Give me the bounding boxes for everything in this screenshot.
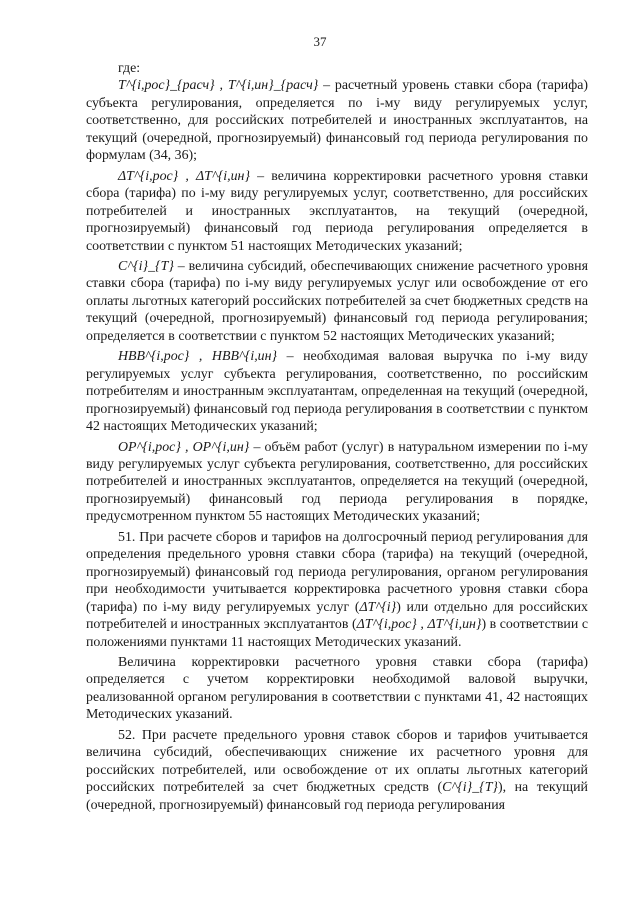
- formula-symbol: T^{i,рос}_{расч} , T^{i,ин}_{расч}: [118, 78, 319, 94]
- definition-item: [86, 168, 588, 255]
- lead-text: где:: [118, 61, 141, 76]
- formula-symbol: ΔT^{i,рос} , ΔT^{i,ин}: [356, 617, 482, 633]
- formula-symbol: НВВ^{i,рос} , НВВ^{i,ин}: [118, 349, 278, 365]
- document-body: [86, 60, 588, 814]
- definition-item: [86, 439, 588, 526]
- definition-item: [86, 258, 588, 345]
- formula-symbol: ΔT^{i,рос} , ΔT^{i,ин}: [118, 168, 251, 184]
- definition-text: – объём работ (услуг) в натуральном измерении по i-му виду регулируемых услуг субъекта регулирования, соответственно, для российских потребителей и иностранных эксплуатантов, определяется на текущий (очередной, прогнозируемый) финансовый год периода регулирования в порядке, предусмотренном пунктом 55 настоящих Методических указаний;: [86, 439, 588, 525]
- paragraph-52-text-a: 52. При расчете предельного уровня ставок сборов и тарифов учитывается величина субсидий, обеспечивающих снижение их расчетного уровня для российских потребителей, или освобождение от их оплаты льготных категорий российских потребителей за счет бюджетных средств (: [86, 727, 588, 796]
- formula-symbol: ОР^{i,рос} , ОР^{i,ин}: [118, 439, 250, 455]
- definition-item: [86, 77, 588, 164]
- paragraph-51-text-c: ) в соответствии с положениями пунктами 11 настоящих Методических указаний.: [86, 617, 588, 650]
- formula-symbol: ΔT^{i}: [359, 599, 397, 615]
- paragraph-51-2: Величина корректировки расчетного уровня ставки сбора (тарифа) определяется с учетом корректировки необходимой валовой выручки, реализованной органом регулирования в соответствии с пунктами 41, 42 настоящих Методических указаний.: [86, 654, 588, 723]
- paragraph-52-text-b: ), на текущий (очередной, прогнозируемый) финансовый год периода регулирования: [86, 780, 588, 813]
- page-number: 37: [313, 34, 327, 49]
- paragraph-51-text-a: 51. При расчете сборов и тарифов на долгосрочный период регулирования для определения предельного уровня ставки сбора (тарифа) на текущий (очередной, прогнозируемый) финансовый год периода регулирования, органом регулирования при необходимости учитывается корректировка расчетного уровня ставки сбора (тарифа) по i-му виду регулируемых услуг (: [86, 529, 588, 615]
- definition-text: – величина корректировки расчетного уровня ставки сбора (тарифа) по i-му виду регулируемых услуг, соответственно, для российских потребителей и иностранных эксплуатантов, на текущий (очередной, прогнозируемый) финансовый год периода регулирования определяется в соответствии с пунктом 51 настоящих Методических указаний;: [86, 168, 589, 254]
- paragraph-51-text-b: ) или отдельно для российских потребителей и иностранных эксплуатантов (: [86, 599, 588, 633]
- paragraph-51: [86, 529, 588, 651]
- formula-symbol: C^{i}_{T}: [118, 258, 174, 274]
- definition-text: – величина субсидий, обеспечивающих снижение расчетного уровня ставки сбора (тарифа) по i-му виду регулируемых услуг или освобождение от его оплаты льготных категорий российских потребителей за счет бюджетных средств на текущий (очередной, прогнозируемый) финансовый год периода регулирования; определяется в соответствии с пунктом 52 настоящих Методических указаний;: [86, 258, 588, 344]
- paragraph-52: [86, 727, 588, 814]
- formula-symbol: C^{i}_{T}: [442, 780, 498, 796]
- definition-text: – необходимая валовая выручка по i-му виду регулируемых услуг субъекта регулирования, соответственно, по российским потребителям и иностранным эксплуатантам, определенная на текущий (очередной, прогнозируемый) финансовый год периода регулирования в соответствии с пунктом 42 настоящих Методических указаний;: [86, 349, 588, 435]
- definition-text: – расчетный уровень ставки сбора (тарифа) субъекта регулирования, определяется по i-му виду регулируемых услуг, соответственно, для российских потребителей и иностранных эксплуатантов, на текущий (очередной, прогнозируемый) финансовый год периода регулирования по формулам (34, 36);: [86, 78, 588, 164]
- definition-item: [86, 348, 588, 435]
